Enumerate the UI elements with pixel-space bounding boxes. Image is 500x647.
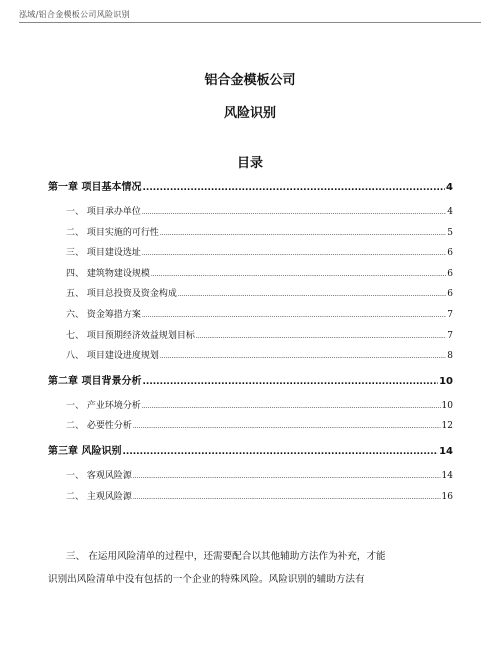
company-title: 铝合金模板公司 <box>204 73 296 88</box>
toc-dot-leader <box>133 467 441 488</box>
toc-section-entry[interactable] <box>48 223 453 244</box>
toc-dot-leader <box>133 488 441 509</box>
toc-entry-label: 第二章 项目背景分析 <box>48 375 142 387</box>
toc-page-number: 7 <box>447 309 453 320</box>
toc-section-entry[interactable] <box>48 416 453 437</box>
toc-dot-leader <box>196 327 446 348</box>
toc-entry-label: 六、 资金筹措方案 <box>66 309 141 320</box>
toc-page-number: 14 <box>441 470 453 481</box>
toc-entry-label: 二、 项目实施的可行性 <box>66 227 159 238</box>
toc-entry-label: 二、 主观风险源 <box>66 491 132 502</box>
toc-entry-label: 四、 建筑物建设规模 <box>66 268 150 279</box>
toc-entry-label: 八、 项目建设进度规划 <box>66 351 159 362</box>
toc-page-number: 4 <box>447 207 453 217</box>
toc-entry-label: 第一章 项目基本情况 <box>48 182 142 193</box>
toc-chapter-entry[interactable] <box>48 372 453 392</box>
toc-page-number: 7 <box>447 330 453 341</box>
table-of-contents <box>48 178 453 507</box>
document-subject: 风险识别 <box>223 106 276 121</box>
body-paragraph <box>48 545 453 591</box>
toc-dot-leader <box>142 372 438 392</box>
toc-page-number: 5 <box>447 227 453 238</box>
toc-section-entry[interactable] <box>48 326 453 347</box>
toc-page-number: 6 <box>447 268 453 279</box>
toc-dot-leader <box>142 397 441 418</box>
toc-dot-leader <box>160 347 446 368</box>
toc-entry-label: 一、 项目承办单位 <box>66 207 141 217</box>
toc-dot-leader <box>142 178 445 198</box>
toc-dot-leader <box>160 224 446 245</box>
paragraph-line: 三、 在运用风险清单的过程中，还需要配合以其他辅助方法作为补充，才能 <box>66 551 386 562</box>
toc-entry-label: 第三章 风险识别 <box>48 445 122 457</box>
toc-dot-leader <box>142 203 446 224</box>
paragraph-line: 识别出风险清单中没有包括的一个企业的特殊风险。风险识别的辅助方法有 <box>48 574 365 585</box>
toc-dot-leader <box>133 417 441 438</box>
toc-page-number: 16 <box>441 491 453 502</box>
toc-entry-label: 七、 项目预期经济效益规划目标 <box>66 330 195 341</box>
toc-page-number: 6 <box>447 289 453 300</box>
toc-page-number: 8 <box>447 351 453 362</box>
toc-entry-label: 三、 项目建设选址 <box>66 248 141 259</box>
toc-chapter-entry[interactable] <box>48 442 453 462</box>
toc-dot-leader <box>178 285 446 306</box>
toc-section-entry[interactable] <box>48 466 453 487</box>
toc-section-entry[interactable] <box>48 487 453 508</box>
toc-heading: 目录 <box>236 156 263 171</box>
toc-section-entry[interactable] <box>48 264 453 285</box>
toc-entry-label: 五、 项目总投资及资金构成 <box>66 289 177 300</box>
toc-chapter-entry[interactable] <box>48 178 453 198</box>
toc-page-number: 14 <box>439 445 453 457</box>
toc-dot-leader <box>122 442 438 462</box>
toc-entry-label: 一、 客观风险源 <box>66 470 132 481</box>
toc-dot-leader <box>142 306 446 327</box>
toc-section-entry[interactable] <box>48 396 453 417</box>
toc-page-number: 12 <box>441 421 453 432</box>
toc-dot-leader <box>142 244 446 265</box>
toc-page-number: 4 <box>446 182 453 193</box>
toc-section-entry[interactable] <box>48 346 453 367</box>
toc-page-number: 6 <box>447 248 453 259</box>
toc-page-number: 10 <box>439 375 453 387</box>
toc-entry-label: 二、 必要性分析 <box>66 421 132 432</box>
toc-section-entry[interactable] <box>48 202 453 223</box>
page-header-text: 泓域/铝合金模板公司风险识别 <box>19 10 130 19</box>
toc-dot-leader <box>151 265 446 286</box>
toc-section-entry[interactable] <box>48 243 453 264</box>
toc-section-entry[interactable] <box>48 305 453 326</box>
header-divider <box>19 22 481 23</box>
toc-page-number: 10 <box>441 400 453 411</box>
toc-entry-label: 一、 产业环境分析 <box>66 400 141 411</box>
toc-section-entry[interactable] <box>48 284 453 305</box>
